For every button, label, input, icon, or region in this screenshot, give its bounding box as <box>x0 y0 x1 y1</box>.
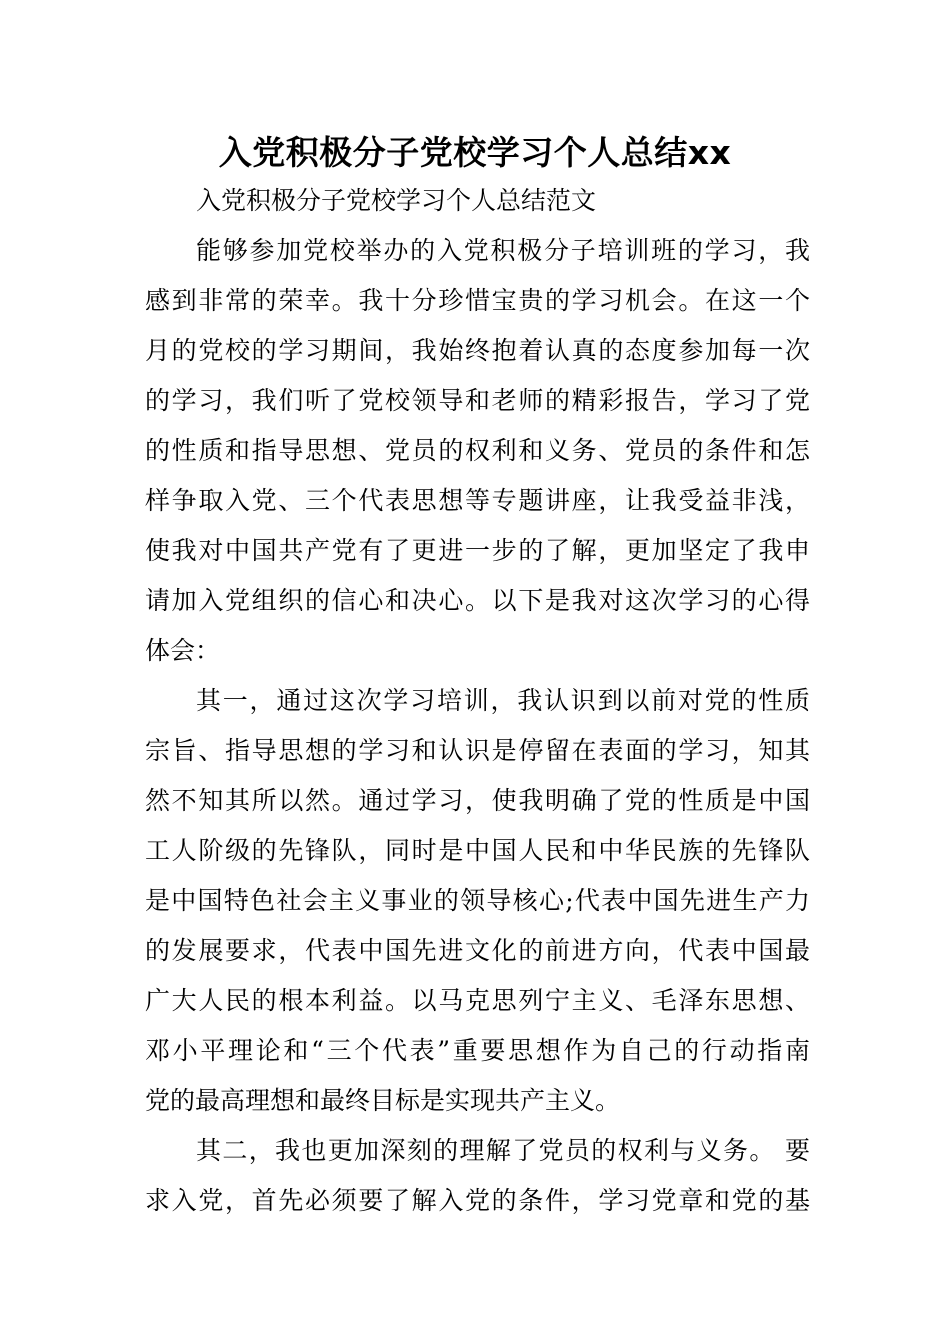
paragraph-line: 邓小平理论和“三个代表”重要思想作为自己的行动指南 <box>145 1036 810 1065</box>
paragraph-line: 体会： <box>145 636 221 665</box>
paragraph-line: 广大人民的根本利益。以马克思列宁主义、毛泽东思想、 <box>145 986 810 1015</box>
paragraph-line: 月的党校的学习期间，我始终抱着认真的态度参加每一次 <box>145 336 810 365</box>
paragraph-line: 是中国特色社会主义事业的领导核心;代表中国先进生产力 <box>145 886 810 915</box>
paragraph-line: 党的最高理想和最终目标是实现共产主义。 <box>145 1086 621 1115</box>
paragraph-line: 使我对中国共产党有了更进一步的了解，更加坚定了我申 <box>145 536 810 565</box>
paragraph-line: 求入党，首先必须要了解入党的条件，学习党章和党的基 <box>145 1186 810 1215</box>
paragraph-line: 工人阶级的先锋队，同时是中国人民和中华民族的先锋队 <box>145 836 810 865</box>
paragraph-line: 的性质和指导思想、党员的权利和义务、党员的条件和怎 <box>145 436 810 465</box>
document-title: 入党积极分子党校学习个人总结xx <box>218 133 732 172</box>
paragraph-line: 宗旨、指导思想的学习和认识是停留在表面的学习，知其 <box>145 736 810 765</box>
paragraph-line: 然不知其所以然。通过学习，使我明确了党的性质是中国 <box>145 786 810 815</box>
document-subtitle: 入党积极分子党校学习个人总结范文 <box>196 186 597 215</box>
paragraph-line: 其二，我也更加深刻的理解了党员的权利与义务。 要 <box>196 1136 810 1165</box>
paragraph-line: 能够参加党校举办的入党积极分子培训班的学习，我 <box>196 236 810 265</box>
paragraph-line: 请加入党组织的信心和决心。以下是我对这次学习的心得 <box>145 586 810 615</box>
paragraph-line: 其一，通过这次学习培训，我认识到以前对党的性质 <box>196 686 810 715</box>
paragraph-line: 的发展要求，代表中国先进文化的前进方向，代表中国最 <box>145 936 810 965</box>
paragraph-line: 的学习，我们听了党校领导和老师的精彩报告，学习了党 <box>145 386 810 415</box>
paragraph-line: 样争取入党、三个代表思想等专题讲座，让我受益非浅， <box>145 486 810 515</box>
paragraph-line: 感到非常的荣幸。我十分珍惜宝贵的学习机会。在这一个 <box>145 286 810 315</box>
